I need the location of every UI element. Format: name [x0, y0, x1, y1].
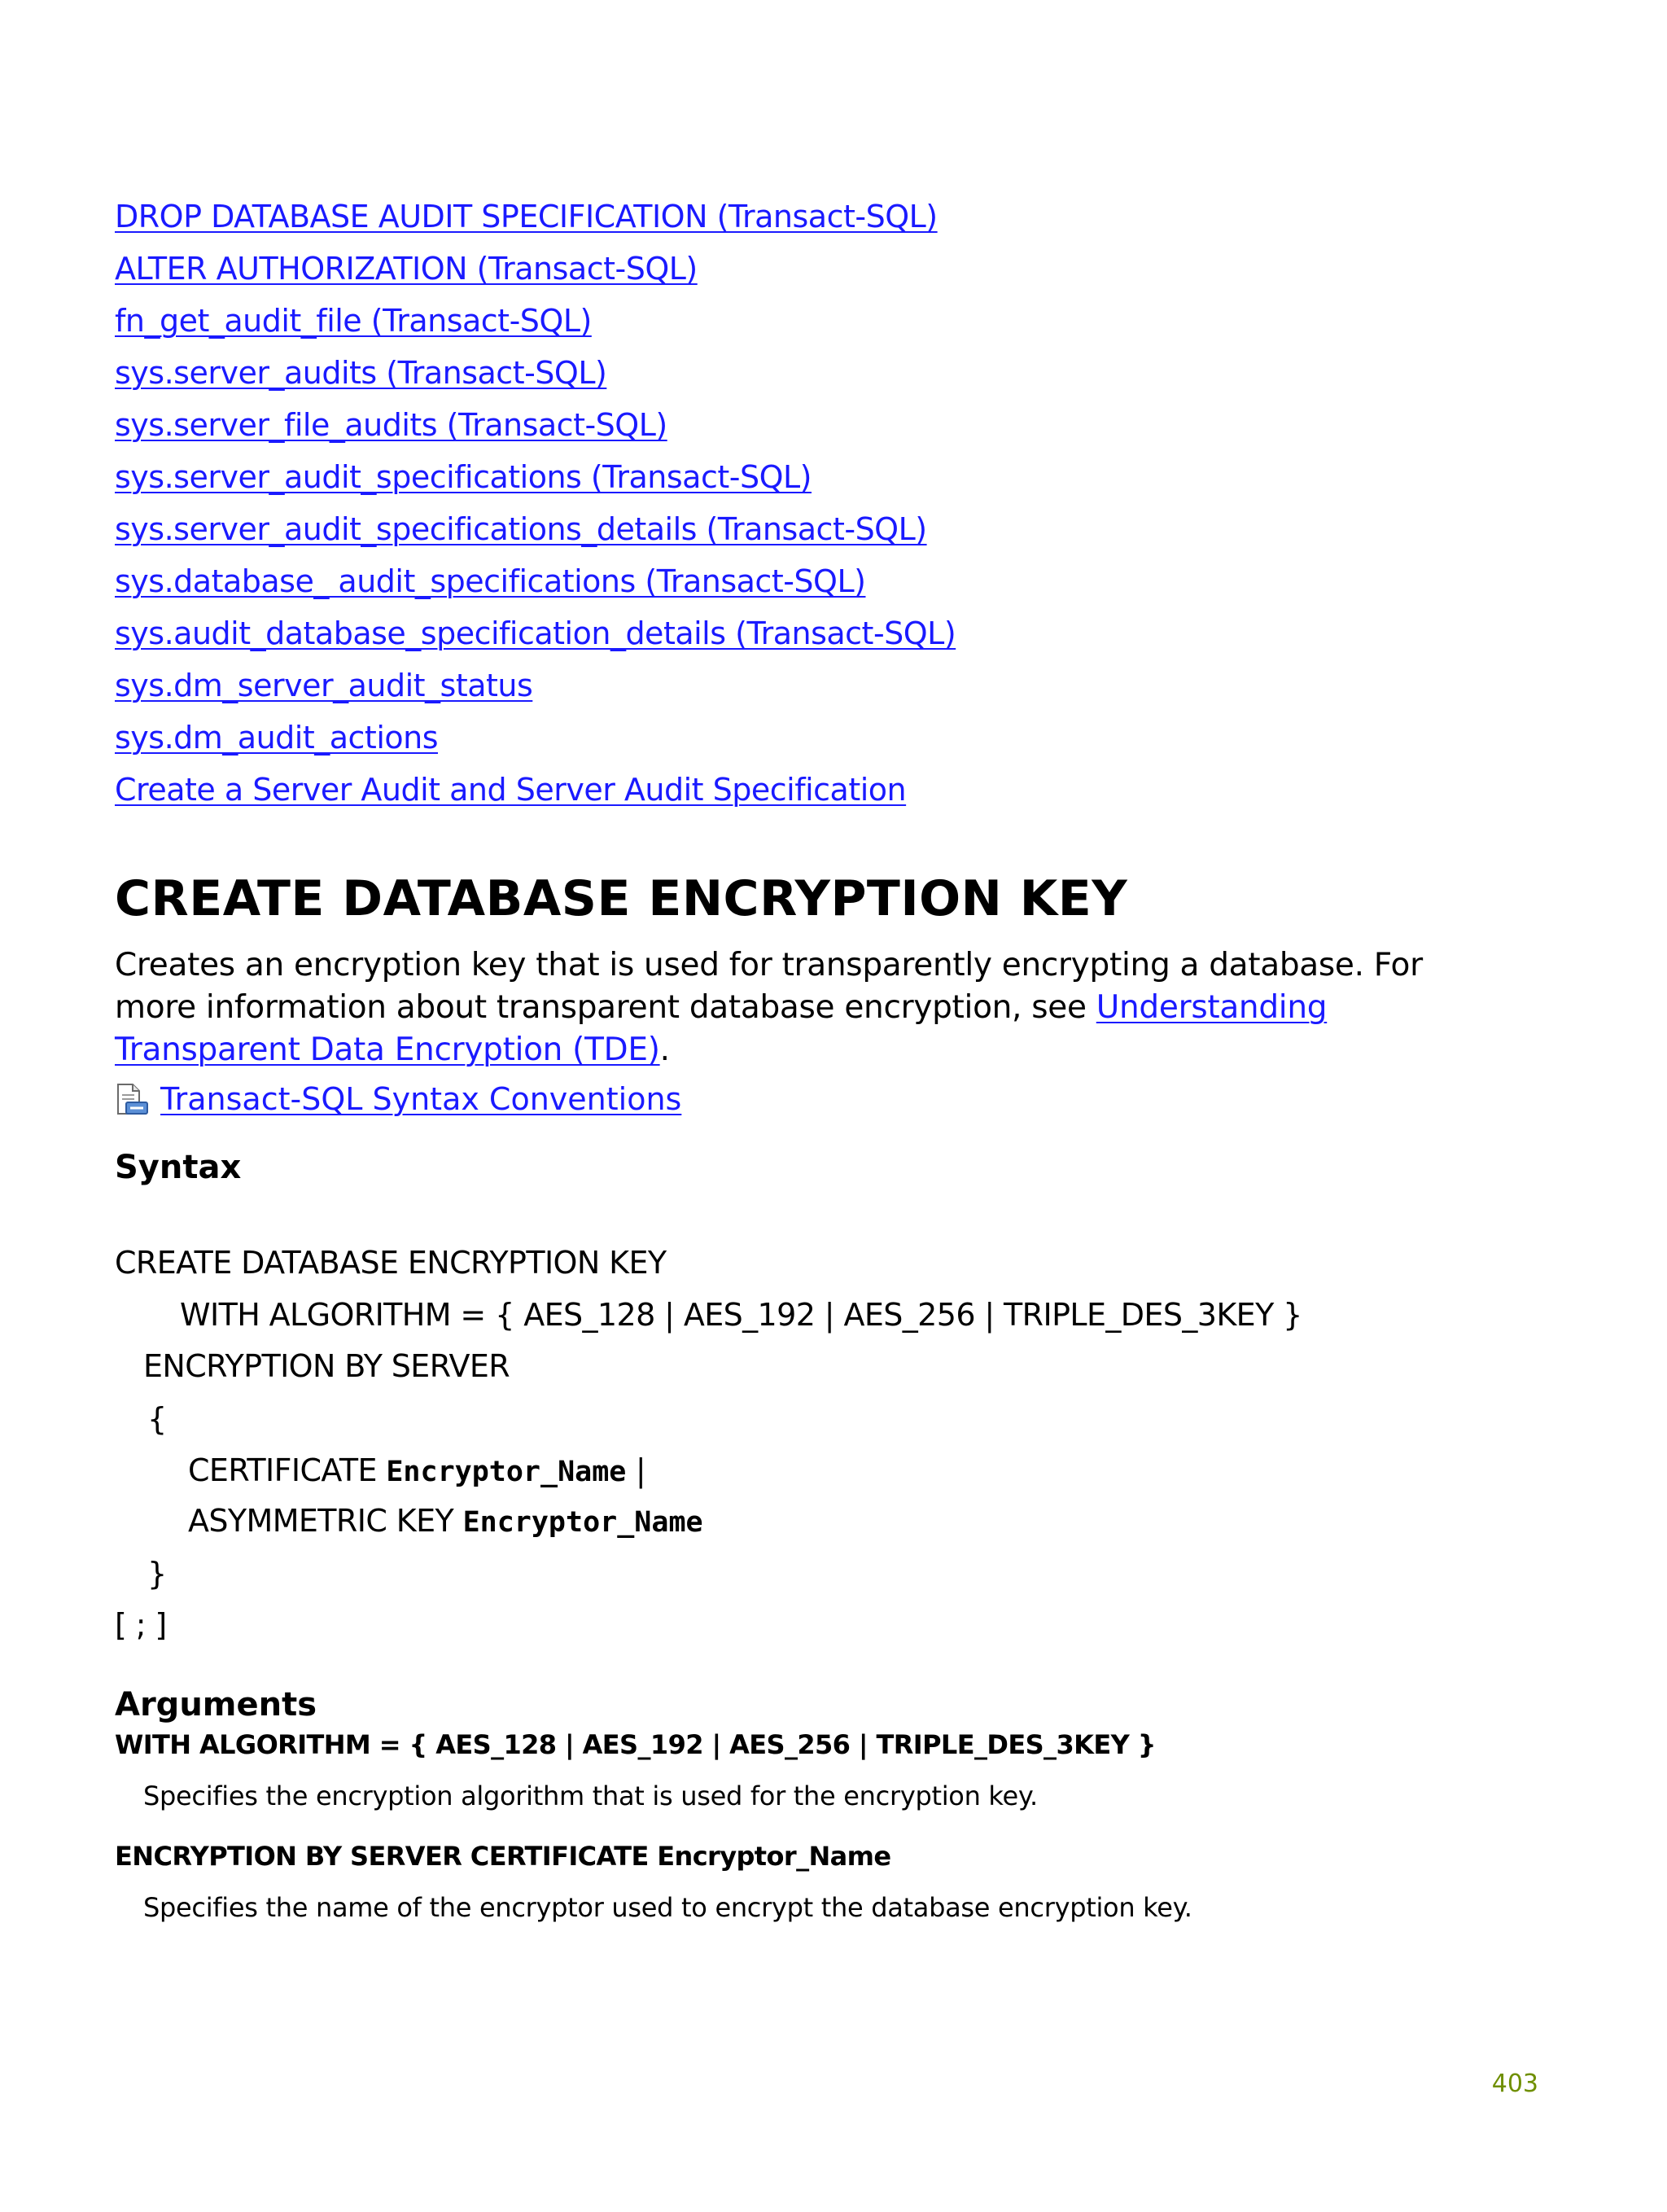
syntax-heading: Syntax	[115, 1149, 242, 1186]
syntax-line: CREATE DATABASE ENCRYPTION KEY	[115, 1245, 667, 1281]
syntax-line: [ ; ]	[115, 1607, 167, 1643]
argument-description: Specifies the name of the encryptor used to encrypt the database encryption key.	[143, 1892, 1192, 1923]
link-understanding-tde[interactable]: Understanding Transparent Data Encryption (TDE)	[115, 989, 1328, 1068]
arguments-heading: Arguments	[115, 1686, 317, 1724]
syntax-line: }	[147, 1556, 167, 1592]
page-title: CREATE DATABASE ENCRYPTION KEY	[115, 870, 1128, 927]
syntax-argument: Encryptor_Name	[462, 1506, 703, 1539]
link-sys-dm-audit-actions[interactable]: sys.dm_audit_actions	[115, 720, 439, 756]
syntax-conventions-row	[115, 1073, 681, 1125]
argument-description: Specifies the encryption algorithm that is used for the encryption key.	[143, 1781, 1038, 1811]
link-sys-server-audit-specifications[interactable]: sys.server_audit_specifications (Transact-SQL)	[115, 459, 812, 495]
related-links-list	[115, 191, 956, 816]
link-sys-database-audit-specifications[interactable]: sys.database_ audit_specifications (Transact-SQL)	[115, 563, 866, 599]
syntax-keyword: ASYMMETRIC KEY	[188, 1503, 463, 1539]
syntax-line	[188, 1446, 645, 1495]
syntax-pipe: |	[626, 1452, 646, 1488]
link-fn-get-audit-file[interactable]: fn_get_audit_file (Transact-SQL)	[115, 303, 592, 339]
link-transact-sql-syntax-conventions[interactable]: Transact-SQL Syntax Conventions	[160, 1081, 682, 1117]
page-number: 403	[1491, 2070, 1538, 2098]
link-sys-server-file-audits[interactable]: sys.server_file_audits (Transact-SQL)	[115, 407, 667, 443]
link-alter-authorization[interactable]: ALTER AUTHORIZATION (Transact-SQL)	[115, 251, 698, 287]
link-create-server-audit[interactable]: Create a Server Audit and Server Audit Specification	[115, 772, 907, 808]
syntax-argument: Encryptor_Name	[386, 1456, 627, 1488]
syntax-line	[188, 1496, 703, 1545]
syntax-line: WITH ALGORITHM = { AES_128 | AES_192 | AES_256 | TRIPLE_DES_3KEY }	[180, 1297, 1302, 1333]
link-sys-audit-database-specification-details[interactable]: sys.audit_database_specification_details (Transact-SQL)	[115, 615, 956, 651]
link-sys-dm-server-audit-status[interactable]: sys.dm_server_audit_status	[115, 668, 533, 703]
syntax-line: {	[147, 1401, 167, 1437]
document-link-icon[interactable]	[115, 1083, 149, 1115]
intro-text: Creates an encryption key that is used for transparently encrypting a database. For more information about transparent database encryption, see	[115, 947, 1423, 1026]
argument-term: WITH ALGORITHM = { AES_128 | AES_192 | AES_256 | TRIPLE_DES_3KEY }	[115, 1729, 1156, 1760]
link-drop-database-audit-specification[interactable]: DROP DATABASE AUDIT SPECIFICATION (Transact-SQL)	[115, 199, 938, 234]
intro-paragraph	[115, 944, 1458, 1071]
intro-period: .	[659, 1032, 670, 1068]
syntax-line: ENCRYPTION BY SERVER	[143, 1348, 510, 1384]
argument-term: ENCRYPTION BY SERVER CERTIFICATE Encryptor_Name	[115, 1841, 891, 1872]
link-sys-server-audits[interactable]: sys.server_audits (Transact-SQL)	[115, 355, 607, 391]
syntax-keyword: CERTIFICATE	[188, 1452, 387, 1488]
link-sys-server-audit-specifications-details[interactable]: sys.server_audit_specifications_details (Transact-SQL)	[115, 511, 927, 547]
